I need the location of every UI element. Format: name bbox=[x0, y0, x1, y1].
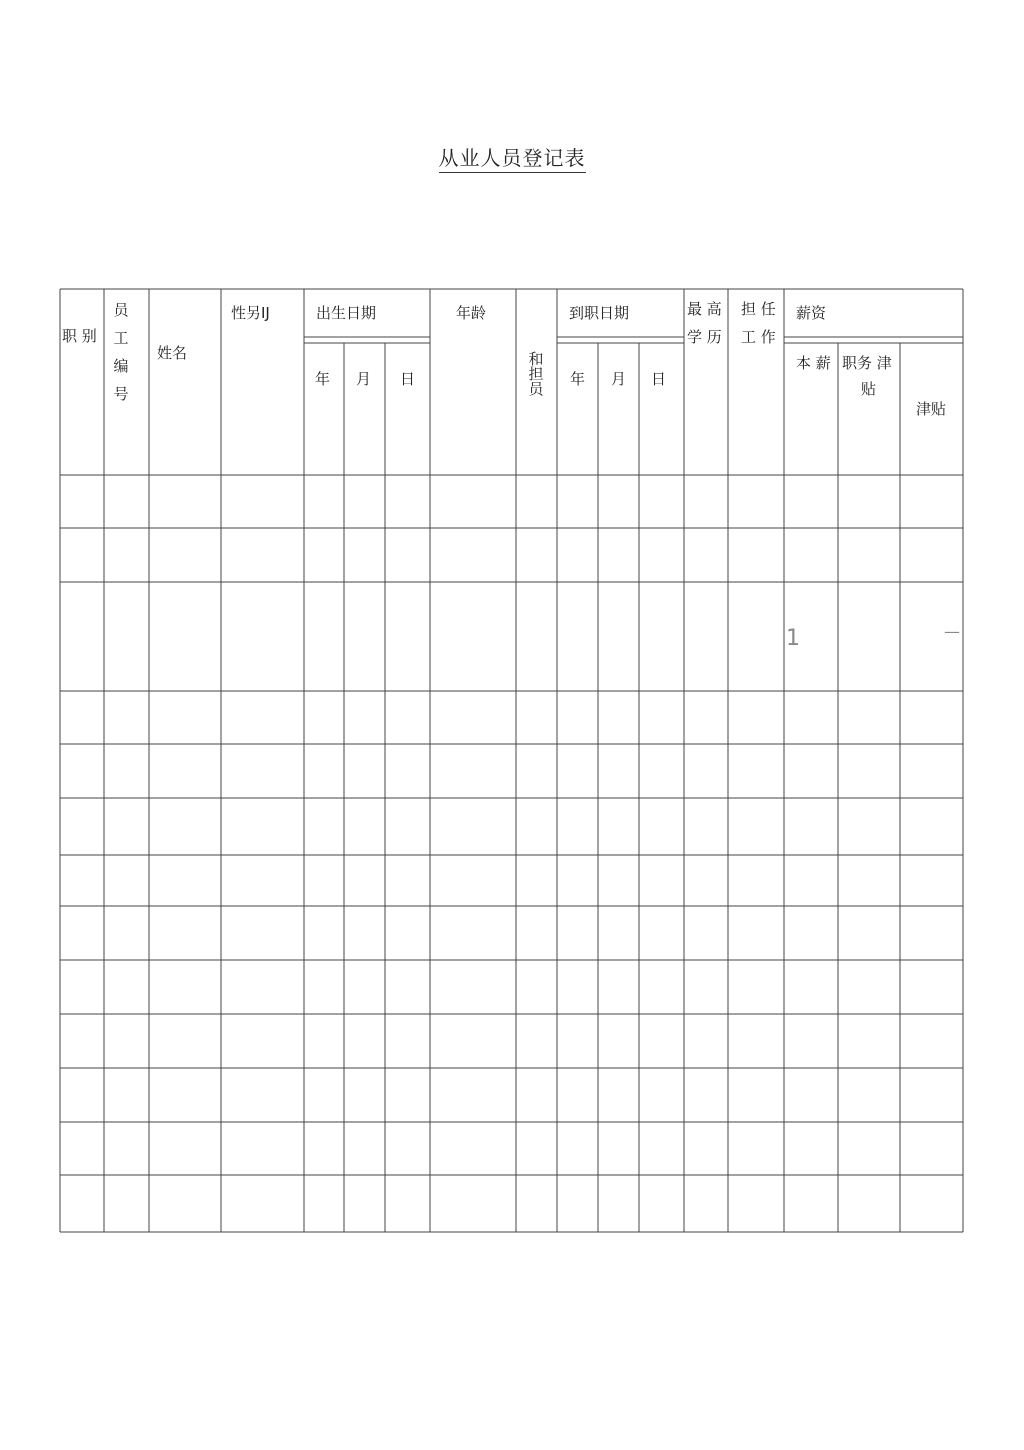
header-emp-no bbox=[111, 296, 131, 408]
header-birth-date: 出生日期 bbox=[316, 304, 377, 322]
header-salary: 薪资 bbox=[796, 304, 827, 322]
header-hire-date: 到职日期 bbox=[569, 304, 630, 322]
header-base-salary: 本 薪 bbox=[796, 354, 831, 372]
header-birth-year: 年 bbox=[315, 370, 331, 388]
header-and-position-char: 和 bbox=[528, 350, 544, 368]
header-age: 年龄 bbox=[456, 304, 487, 322]
header-duty-allowance-line1: 职务 津 bbox=[842, 354, 892, 372]
header-hire-year: 年 bbox=[570, 370, 586, 388]
body-mark-1: 1 bbox=[786, 626, 800, 651]
header-emp-no-char: 号 bbox=[113, 385, 129, 403]
header-birth-month: 月 bbox=[356, 370, 372, 388]
header-emp-no-char: 编 bbox=[113, 357, 129, 375]
header-hire-month: 月 bbox=[611, 370, 627, 388]
header-allowance: 津贴 bbox=[916, 400, 947, 418]
header-and-position-char: 员 bbox=[528, 380, 544, 398]
header-education-line2: 学 历 bbox=[687, 328, 722, 346]
header-and-position bbox=[526, 352, 546, 397]
header-job-line1: 担 任 bbox=[741, 300, 776, 318]
header-hire-day: 日 bbox=[651, 370, 667, 388]
header-job-line2: 工 作 bbox=[741, 328, 776, 346]
header-education-line1: 最 高 bbox=[687, 300, 722, 318]
page-title: 从业人员登记表 bbox=[0, 142, 1024, 171]
header-name: 姓名 bbox=[157, 344, 188, 362]
header-birth-day: 日 bbox=[400, 370, 416, 388]
header-gender: 性另IJ bbox=[231, 304, 270, 322]
body-mark-dash: — bbox=[944, 622, 960, 641]
header-duty-allowance-line2: 贴 bbox=[861, 380, 877, 398]
header-and-position-char: 担 bbox=[528, 365, 544, 383]
header-emp-no-char: 员 bbox=[113, 301, 129, 319]
header-position: 职 别 bbox=[62, 327, 97, 345]
header-emp-no-char: 工 bbox=[113, 329, 129, 347]
